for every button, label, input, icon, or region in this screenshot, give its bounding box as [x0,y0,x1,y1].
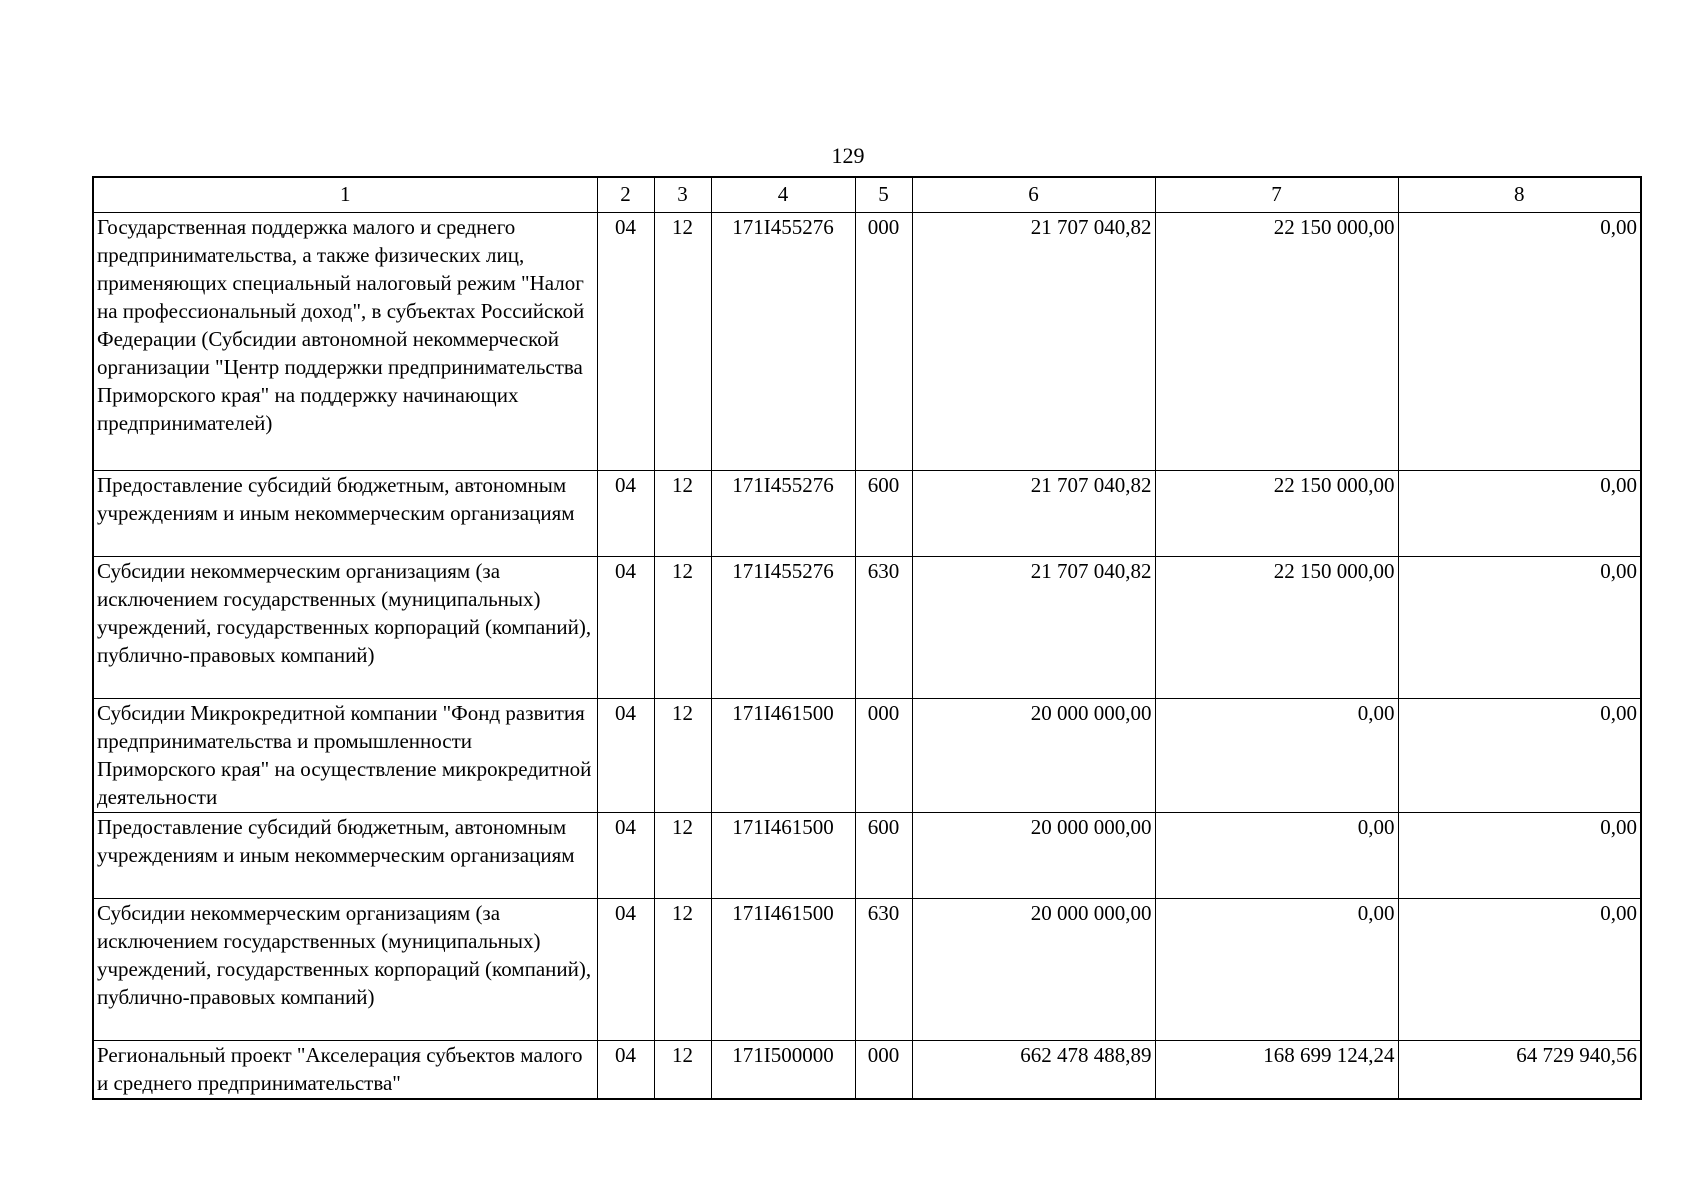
amount-col6: 662 478 488,89 [912,1041,1155,1099]
amount-col6: 21 707 040,82 [912,471,1155,557]
section-code: 04 [597,813,654,899]
subsection-code: 12 [654,699,711,813]
header-row [93,177,1641,213]
section-code: 04 [597,471,654,557]
expense-type-code: 630 [855,557,912,699]
expense-type-code: 000 [855,699,912,813]
row-name: Субсидии некоммерческим организациям (за исключением государственных (муниципальных) учреждений, государственных корпораций (компаний), публично-правовых компаний) [93,899,597,1041]
target-article-code: 171I461500 [711,813,855,899]
amount-col6: 21 707 040,82 [912,213,1155,471]
subsection-code: 12 [654,213,711,471]
subsection-code: 12 [654,1041,711,1099]
expense-type-code: 600 [855,813,912,899]
target-article-code: 171I455276 [711,471,855,557]
header-cell: 5 [855,177,912,213]
table-row [93,1041,1641,1099]
amount-col7: 168 699 124,24 [1155,1041,1398,1099]
table-row [93,813,1641,899]
row-name: Региональный проект "Акселерация субъектов малого и среднего предпринимательства" [93,1041,597,1099]
amount-col7: 22 150 000,00 [1155,557,1398,699]
row-name: Субсидии Микрокредитной компании "Фонд развития предпринимательства и промышленности Приморского края" на осуществление микрокредитной деятельности [93,699,597,813]
expense-type-code: 600 [855,471,912,557]
section-code: 04 [597,557,654,699]
row-name: Предоставление субсидий бюджетным, автономным учреждениям и иным некоммерческим организациям [93,813,597,899]
header-cell: 4 [711,177,855,213]
expense-type-code: 000 [855,1041,912,1099]
subsection-code: 12 [654,557,711,699]
expense-type-code: 000 [855,213,912,471]
amount-col8: 0,00 [1398,899,1641,1041]
target-article-code: 171I455276 [711,213,855,471]
row-name: Субсидии некоммерческим организациям (за исключением государственных (муниципальных) учреждений, государственных корпораций (компаний), публично-правовых компаний) [93,557,597,699]
table-row [93,213,1641,471]
target-article-code: 171I461500 [711,699,855,813]
subsection-code: 12 [654,813,711,899]
header-cell: 2 [597,177,654,213]
row-name: Государственная поддержка малого и среднего предпринимательства, а также физических лиц, применяющих специальный налоговый режим "Налог на профессиональный доход", в субъектах Российской Федерации (Субсидии автономной некоммерческой организации "Центр поддержки предпринимательства Приморского края" на поддержку начинающих предпринимателей) [93,213,597,471]
amount-col7: 0,00 [1155,813,1398,899]
header-cell: 6 [912,177,1155,213]
header-cell: 3 [654,177,711,213]
amount-col7: 0,00 [1155,699,1398,813]
amount-col6: 20 000 000,00 [912,699,1155,813]
amount-col7: 22 150 000,00 [1155,213,1398,471]
amount-col8: 64 729 940,56 [1398,1041,1641,1099]
section-code: 04 [597,213,654,471]
amount-col8: 0,00 [1398,213,1641,471]
subsection-code: 12 [654,899,711,1041]
page-number: 129 [831,143,865,168]
target-article-code: 171I500000 [711,1041,855,1099]
amount-col6: 20 000 000,00 [912,899,1155,1041]
amount-col8: 0,00 [1398,471,1641,557]
table-row [93,899,1641,1041]
target-article-code: 171I461500 [711,899,855,1041]
header-cell: 7 [1155,177,1398,213]
table-row [93,471,1641,557]
header-cell: 1 [93,177,597,213]
section-code: 04 [597,1041,654,1099]
table-row [93,699,1641,813]
amount-col7: 0,00 [1155,899,1398,1041]
table-row [93,557,1641,699]
row-name: Предоставление субсидий бюджетным, автономным учреждениям и иным некоммерческим организациям [93,471,597,557]
target-article-code: 171I455276 [711,557,855,699]
amount-col7: 22 150 000,00 [1155,471,1398,557]
subsection-code: 12 [654,471,711,557]
header-cell: 8 [1398,177,1641,213]
amount-col6: 20 000 000,00 [912,813,1155,899]
amount-col6: 21 707 040,82 [912,557,1155,699]
section-code: 04 [597,699,654,813]
amount-col8: 0,00 [1398,813,1641,899]
amount-col8: 0,00 [1398,699,1641,813]
amount-col8: 0,00 [1398,557,1641,699]
expense-type-code: 630 [855,899,912,1041]
budget-table [92,176,1642,1100]
section-code: 04 [597,899,654,1041]
